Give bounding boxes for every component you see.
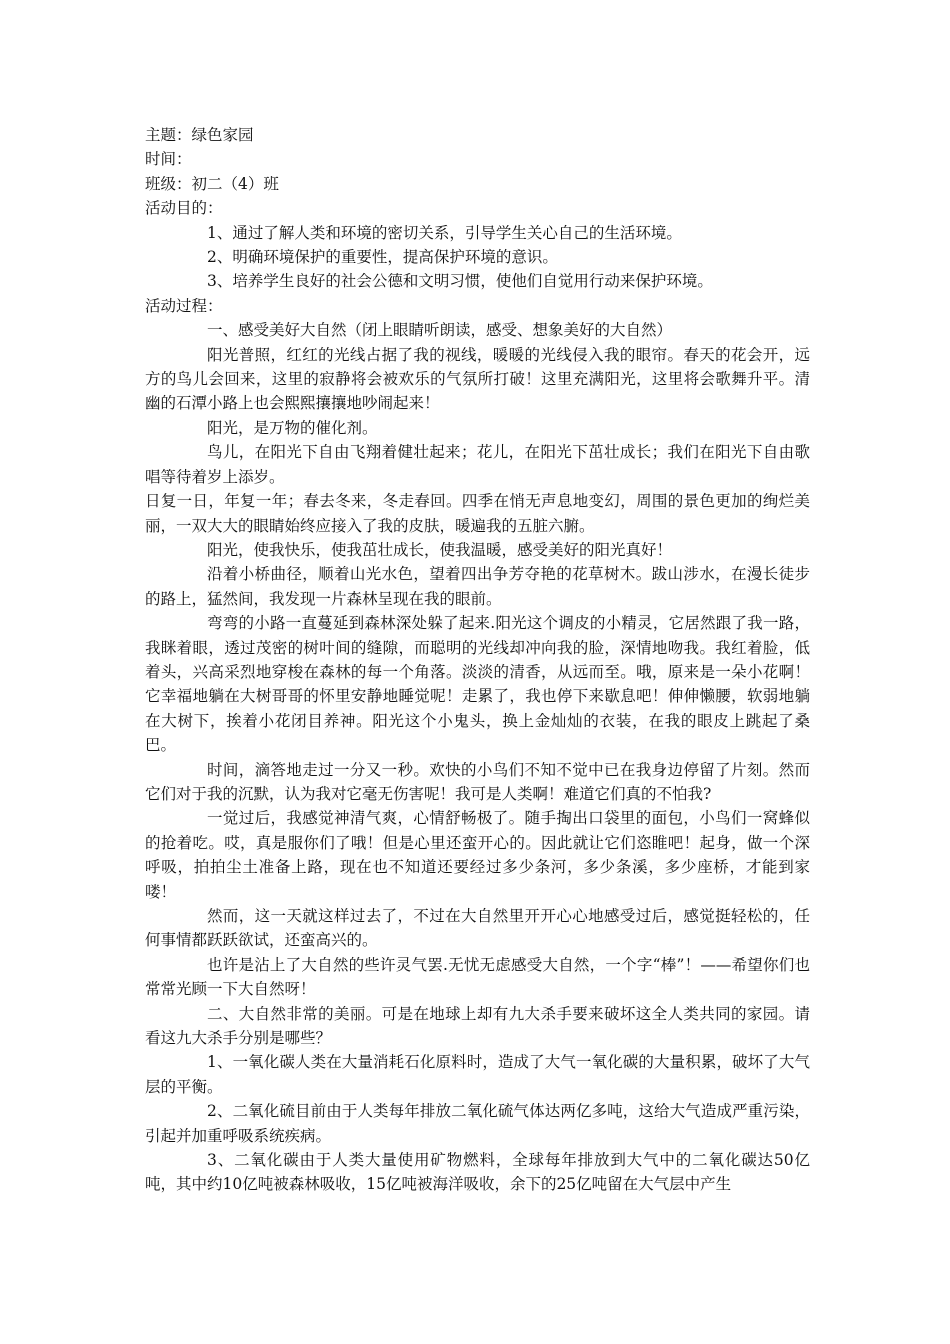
purpose-item: 3、培养学生良好的社会公德和文明习惯，使他们自觉用行动来保护环境。 (207, 272, 713, 291)
body-paragraph: 也许是沾上了大自然的些许灵气罢.无忧无虑感受大自然，一个字“棒”！——希望你们也常常光顾一下大自然呀！ (145, 955, 810, 999)
list-item: 1、一氧化碳人类在大量消耗石化原料时，造成了大气一氧化碳的大量积累，破坏了大气层的平衡。 (145, 1053, 810, 1096)
purpose-title: 活动目的： (145, 199, 223, 218)
list-item: 3、二氧化碳由于人类大量使用矿物燃料，全球每年排放到大气中的二氧化碳达50亿吨，其中约10亿吨被森林吸收，15亿吨被海洋吸收，余下的25亿吨留在大气层中产生 (145, 1151, 810, 1194)
section-heading: 一、感受美好大自然（闭上眼睛听朗读，感受、想象美好的大自然） (207, 321, 673, 340)
body-paragraph: 日复一日，年复一年；春去冬来，冬走春回。四季在悄无声息地变幻，周围的景色更加的绚烂美丽，一双大大的眼睛始终应接入了我的皮肤，暖遍我的五脏六腑。 (145, 492, 810, 535)
body-paragraph: 弯弯的小路一直蔓延到森林深处躲了起来.阳光这个调皮的小精灵，它居然跟了我一路，我眯着眼，透过茂密的树叶间的缝隙，而聪明的光线却冲向我的脸，深情地吻我。我红着脸，低着头，兴高采烈地穿梭在森林的每一个角落。淡淡的清香，从远而至。哦，原来是一朵小花啊！它幸福地躺在大树哥哥的怀里安静地睡觉呢！走累了，我也停下来歇息吧！伸伸懒腰，软弱地躺在大树下，挨着小花闭目养神。阳光这个小鬼头，换上金灿灿的衣装，在我的眼皮上跳起了桑巴。 (145, 614, 810, 755)
purpose-item: 2、明确环境保护的重要性，提高保护环境的意识。 (207, 248, 558, 267)
document-page (145, 123, 810, 1197)
body-paragraph: 沿着小桥曲径，顺着山光水色，望着四出争芳夺艳的花草树木。跋山涉水，在漫长徒步的路上，猛然间，我发现一片森林呈现在我的眼前。 (145, 565, 810, 608)
body-paragraph: 一觉过后，我感觉神清气爽，心情舒畅极了。随手掏出口袋里的面包，小鸟们一窝蜂似的抢着吃。哎，真是服你们了哦！但是心里还蛮开心的。因此就让它们恣睢吧！起身，做一个深呼吸，拍拍尘土准备上路，现在也不知道还要经过多少条河，多少条溪，多少座桥，才能到家喽！ (145, 809, 810, 901)
class-line: 班级：初二（4）班 (145, 174, 279, 193)
body-paragraph: 鸟儿，在阳光下自由飞翔着健壮起来；花儿，在阳光下茁壮成长；我们在阳光下自由歌唱等待着岁上添岁。 (145, 443, 810, 486)
body-paragraph: 阳光，是万物的催化剂。 (207, 418, 378, 437)
time-line: 时间： (145, 150, 192, 169)
process-title: 活动过程： (145, 296, 223, 315)
body-paragraph: 时间，滴答地走过一分又一秒。欢快的小鸟们不知不觉中已在我身边停留了片刻。然而它们对于我的沉默，认为我对它毫无伤害呢！我可是人类啊！难道它们真的不怕我? (145, 760, 810, 803)
body-paragraph: 然而，这一天就这样过去了，不过在大自然里开开心心地感受过后，感觉挺轻松的，任何事情都跃跃欲试，还蛮高兴的。 (145, 907, 810, 950)
section-heading: 二、大自然非常的美丽。可是在地球上却有九大杀手要来破坏这全人类共同的家园。请看这九大杀手分别是哪些？ (145, 1004, 810, 1048)
body-paragraph: 阳光普照，红红的光线占据了我的视线，暖暖的光线侵入我的眼帘。春天的花会开，远方的鸟儿会回来，这里的寂静将会被欢乐的气氛所打破！这里充满阳光，这里将会歌舞升平。清幽的石潭小路上也会熙熙攘攘地吵闹起来！ (145, 345, 810, 413)
list-item: 2、二氧化硫目前由于人类每年排放二氧化硫气体达两亿多吨，这给大气造成严重污染，引起并加重呼吸系统疾病。 (145, 1102, 810, 1145)
body-paragraph: 阳光，使我快乐，使我茁壮成长，使我温暖，感受美好的阳光真好！ (207, 540, 673, 559)
purpose-item: 1、通过了解人类和环境的密切关系，引导学生关心自己的生活环境。 (207, 223, 682, 242)
theme-line: 主题：绿色家园 (145, 126, 254, 144)
